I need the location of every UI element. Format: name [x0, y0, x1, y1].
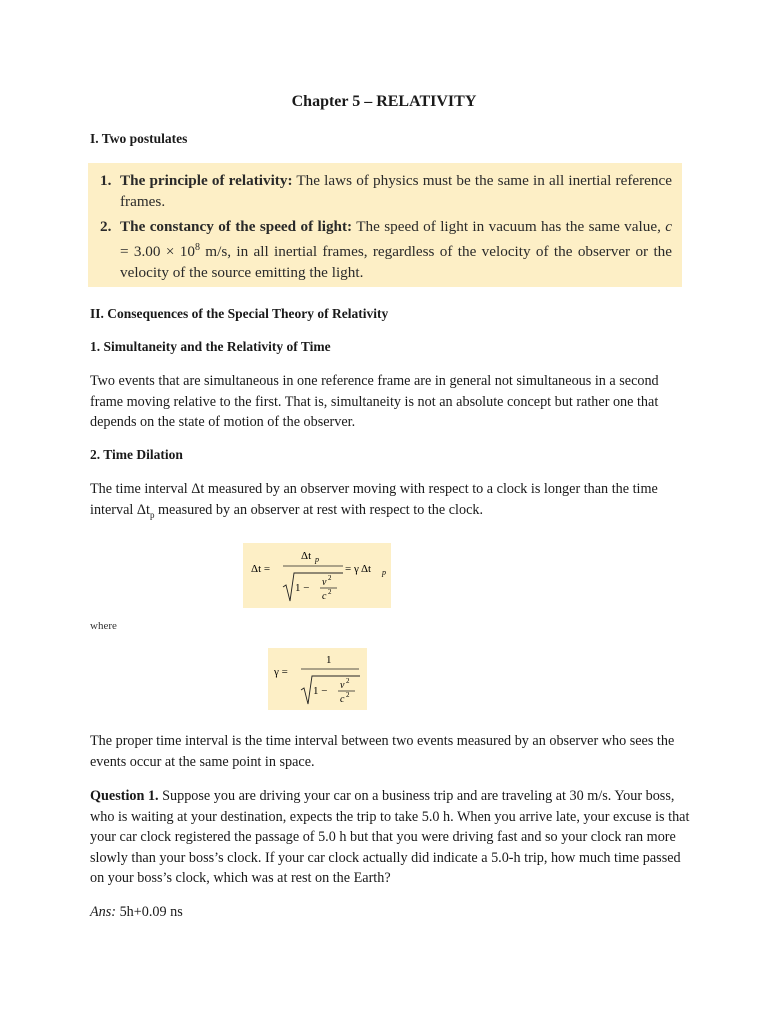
eq2-v: v: [340, 680, 345, 691]
eq1-rhs: = γ Δt: [345, 563, 372, 575]
subsection-heading-time-dilation: 2. Time Dilation: [90, 447, 183, 462]
c-unit: m/s: [199, 243, 228, 261]
eq1-rhs-sub: p: [382, 568, 386, 577]
eq1-c-exp: 2: [328, 588, 332, 596]
answer-value: 5h+0.09 ns: [116, 904, 183, 920]
eq1-v: v: [322, 577, 327, 588]
postulates-box: [88, 163, 682, 287]
eq2-v-exp: 2: [346, 677, 350, 685]
c-value: = 3.00 × 10: [120, 243, 195, 261]
gamma-equation: [268, 648, 367, 710]
eq1-v-exp: 2: [328, 574, 332, 582]
eq2-root-one: 1 −: [313, 685, 328, 697]
postulate-number: 1.: [100, 172, 112, 189]
time-dilation-text: The time interval Δt measured by an observer moving with respect to a clock is longer than the time interval Δt: [90, 481, 658, 518]
eq2-c: c: [340, 694, 345, 705]
section-heading-postulates: I. Two postulates: [90, 131, 188, 146]
answer-label: Ans:: [90, 904, 117, 920]
time-dilation-text-continued: measured by an observer at rest with respect to the clock.: [154, 501, 484, 518]
proper-time-paragraph: The proper time interval is the time interval between two events measured by an observer who sees the events occur at the same point in space.: [90, 733, 675, 770]
section-heading-consequences: II. Consequences of the Special Theory of Relativity: [90, 306, 389, 321]
time-dilation-equation: [243, 543, 391, 608]
eq2-lhs: γ =: [274, 666, 288, 678]
eq2-c-exp: 2: [346, 691, 350, 699]
subscript-p: p: [149, 509, 155, 520]
eq2-radical: [301, 676, 360, 704]
eq1-c: c: [322, 591, 327, 602]
eq1-root-one: 1 −: [295, 582, 310, 594]
postulate-name: The constancy of the speed of light:: [120, 218, 353, 235]
chapter-title: Chapter 5 – RELATIVITY: [291, 93, 477, 110]
eq1-radical: [283, 573, 343, 601]
postulate-text-continued: , in all inertial frames, regardless of the velocity of the observer or the velocity of the source emitting the light.: [120, 243, 673, 282]
eq1-lhs: Δt =: [251, 563, 271, 575]
postulate-number: 2.: [100, 218, 112, 235]
subsection-heading-simultaneity: 1. Simultaneity and the Relativity of Time: [90, 339, 331, 354]
postulate-1: [100, 170, 672, 212]
postulate-text: The speed of light in vacuum has the same value,: [352, 218, 666, 235]
eq1-numerator-sub: p: [315, 555, 319, 564]
question-label: Question 1.: [90, 788, 159, 804]
postulate-text: The laws of physics must be the same in all inertial reference frames.: [120, 172, 673, 210]
where-label: where: [90, 620, 117, 632]
eq1-numerator: Δt: [301, 550, 312, 562]
answer: [90, 902, 690, 923]
c-exponent: 8: [194, 242, 200, 253]
postulate-2: [100, 216, 672, 283]
time-dilation-paragraph: [90, 479, 690, 525]
c-symbol: c: [665, 218, 672, 235]
postulate-name: The principle of relativity:: [120, 172, 293, 189]
question-text: Suppose you are driving your car on a business trip and are traveling at 30 m/s. Your boss, who is waiting at your destination, expects the trip to take 5.0 h. When you arrive late, your excuse is that your car clock registered the passage of 5.0 h but that you were driving fast and so your clock ran more slowly than your boss’s clock. If your car clock actually did indicate a 5.0-h trip, how much time passed on your boss’s clock, which was at rest on the Earth?: [90, 788, 690, 886]
question-1: [90, 786, 690, 889]
simultaneity-paragraph: Two events that are simultaneous in one reference frame are in general not simultaneous in a second frame moving relative to the first. That is, simultaneity is not an absolute concept but rather one that depends on the state of motion of the observer.: [90, 373, 659, 430]
eq2-numerator: 1: [326, 654, 332, 666]
